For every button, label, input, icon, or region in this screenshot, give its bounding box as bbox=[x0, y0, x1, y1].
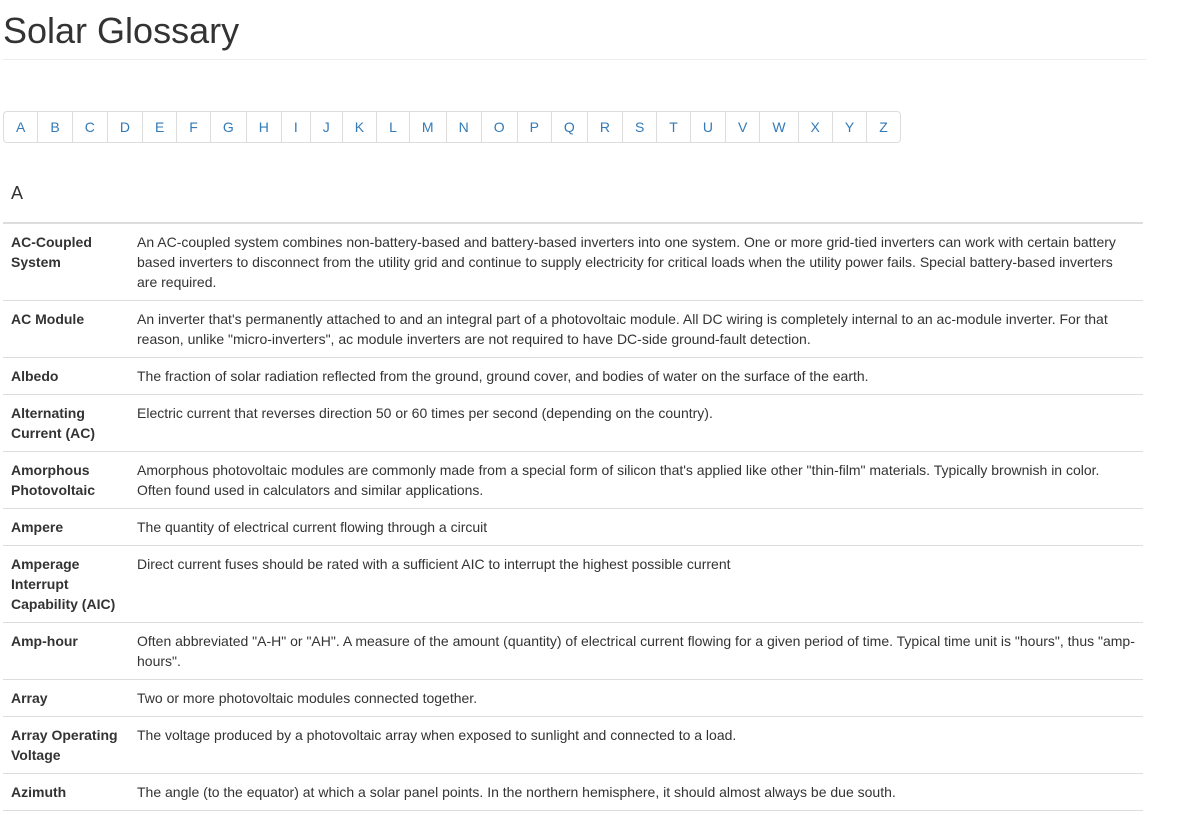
glossary-row bbox=[3, 774, 1143, 811]
glossary-row bbox=[3, 623, 1143, 680]
glossary-term: Azimuth bbox=[3, 774, 129, 811]
letter-link-a[interactable]: A bbox=[16, 119, 26, 135]
glossary-definition: The quantity of electrical current flowing through a circuit bbox=[129, 509, 1143, 546]
glossary-row bbox=[3, 395, 1143, 452]
letter-link-r[interactable]: R bbox=[587, 112, 622, 142]
letter-link-c[interactable]: C bbox=[72, 112, 107, 142]
glossary-definition: The voltage produced by a photovoltaic array when exposed to sunlight and connected to a load. bbox=[129, 717, 1143, 774]
glossary-row bbox=[3, 452, 1143, 509]
letter-link-h[interactable]: H bbox=[246, 112, 281, 142]
page-header bbox=[3, 0, 1146, 60]
glossary-definition: Two or more photovoltaic modules connected together. bbox=[129, 680, 1143, 717]
section-heading-a: A bbox=[11, 183, 24, 203]
glossary-term: AC Module bbox=[3, 301, 129, 358]
glossary-row bbox=[3, 358, 1143, 395]
letter-link-t[interactable]: T bbox=[656, 112, 690, 142]
letter-link-e[interactable]: E bbox=[142, 112, 176, 142]
letter-link-x[interactable]: X bbox=[798, 112, 832, 142]
glossary-definition: Electric current that reverses direction 50 or 60 times per second (depending on the country). bbox=[129, 395, 1143, 452]
letter-link-m[interactable]: M bbox=[409, 112, 446, 142]
letter-link-j[interactable]: J bbox=[310, 112, 342, 142]
letter-link-n[interactable]: N bbox=[446, 112, 481, 142]
glossary-row bbox=[3, 223, 1143, 301]
glossary-definition: The fraction of solar radiation reflected from the ground, ground cover, and bodies of water on the surface of the earth. bbox=[129, 358, 1143, 395]
glossary-definition: Direct current fuses should be rated with a sufficient AIC to interrupt the highest possible current bbox=[129, 546, 1143, 623]
letter-link-d[interactable]: D bbox=[107, 112, 142, 142]
glossary-row bbox=[3, 717, 1143, 774]
letter-link-l[interactable]: L bbox=[376, 112, 409, 142]
glossary-term: Albedo bbox=[3, 358, 129, 395]
letter-link-z[interactable]: Z bbox=[866, 112, 900, 142]
glossary-row bbox=[3, 509, 1143, 546]
letter-link-g[interactable]: G bbox=[210, 112, 246, 142]
glossary-definition: An AC-coupled system combines non-battery-based and battery-based inverters into one system. One or more grid-tied inverters can work with certain battery based inverters to disconnect from the utility grid and continue to supply electricity for critical loads when the utility power fails. Special battery-based inverters are required. bbox=[129, 223, 1143, 301]
letter-link-p[interactable]: P bbox=[517, 112, 551, 142]
glossary-term: Amp-hour bbox=[3, 623, 129, 680]
glossary-definition: The angle (to the equator) at which a solar panel points. In the northern hemisphere, it should almost always be due south. bbox=[129, 774, 1143, 811]
letter-link-b[interactable]: B bbox=[37, 112, 71, 142]
letter-link-q[interactable]: Q bbox=[551, 112, 587, 142]
letter-link-k[interactable]: K bbox=[342, 112, 376, 142]
glossary-term: Array Operating Voltage bbox=[3, 717, 129, 774]
glossary-row bbox=[3, 546, 1143, 623]
letter-link-y[interactable]: Y bbox=[832, 112, 866, 142]
letter-link-s[interactable]: S bbox=[622, 112, 656, 142]
glossary-term: Amorphous Photovoltaic bbox=[3, 452, 129, 509]
glossary-term: Alternating Current (AC) bbox=[3, 395, 129, 452]
glossary-term: Amperage Interrupt Capability (AIC) bbox=[3, 546, 129, 623]
letter-link-i[interactable]: I bbox=[281, 112, 310, 142]
glossary-definition: Amorphous photovoltaic modules are commonly made from a special form of silicon that's applied like other "thin-film" materials. Typically brownish in color. Often found used in calculators and similar applications. bbox=[129, 452, 1143, 509]
letter-link-u[interactable]: U bbox=[690, 112, 725, 142]
glossary-row bbox=[3, 301, 1143, 358]
glossary-table bbox=[3, 222, 1143, 811]
letter-link-w[interactable]: W bbox=[759, 112, 797, 142]
page-title: Solar Glossary bbox=[3, 10, 240, 51]
letter-link-f[interactable]: F bbox=[176, 112, 210, 142]
letter-link-v[interactable]: V bbox=[725, 112, 759, 142]
glossary-row bbox=[3, 680, 1143, 717]
glossary-term: Ampere bbox=[3, 509, 129, 546]
glossary-term: AC-Coupled System bbox=[3, 223, 129, 301]
letter-navigation bbox=[3, 111, 901, 143]
glossary-definition: An inverter that's permanently attached to and an integral part of a photovoltaic module. All DC wiring is completely internal to an ac-module inverter. For that reason, unlike "micro-inverters", ac module inverters are not required to have DC-side ground-fault detection. bbox=[129, 301, 1143, 358]
glossary-definition: Often abbreviated "A-H" or "AH". A measure of the amount (quantity) of electrical current flowing for a given period of time. Typical time unit is "hours", thus "amp-hours". bbox=[129, 623, 1143, 680]
glossary-term: Array bbox=[3, 680, 129, 717]
letter-link-o[interactable]: O bbox=[481, 112, 517, 142]
glossary-table-body bbox=[3, 223, 1143, 811]
